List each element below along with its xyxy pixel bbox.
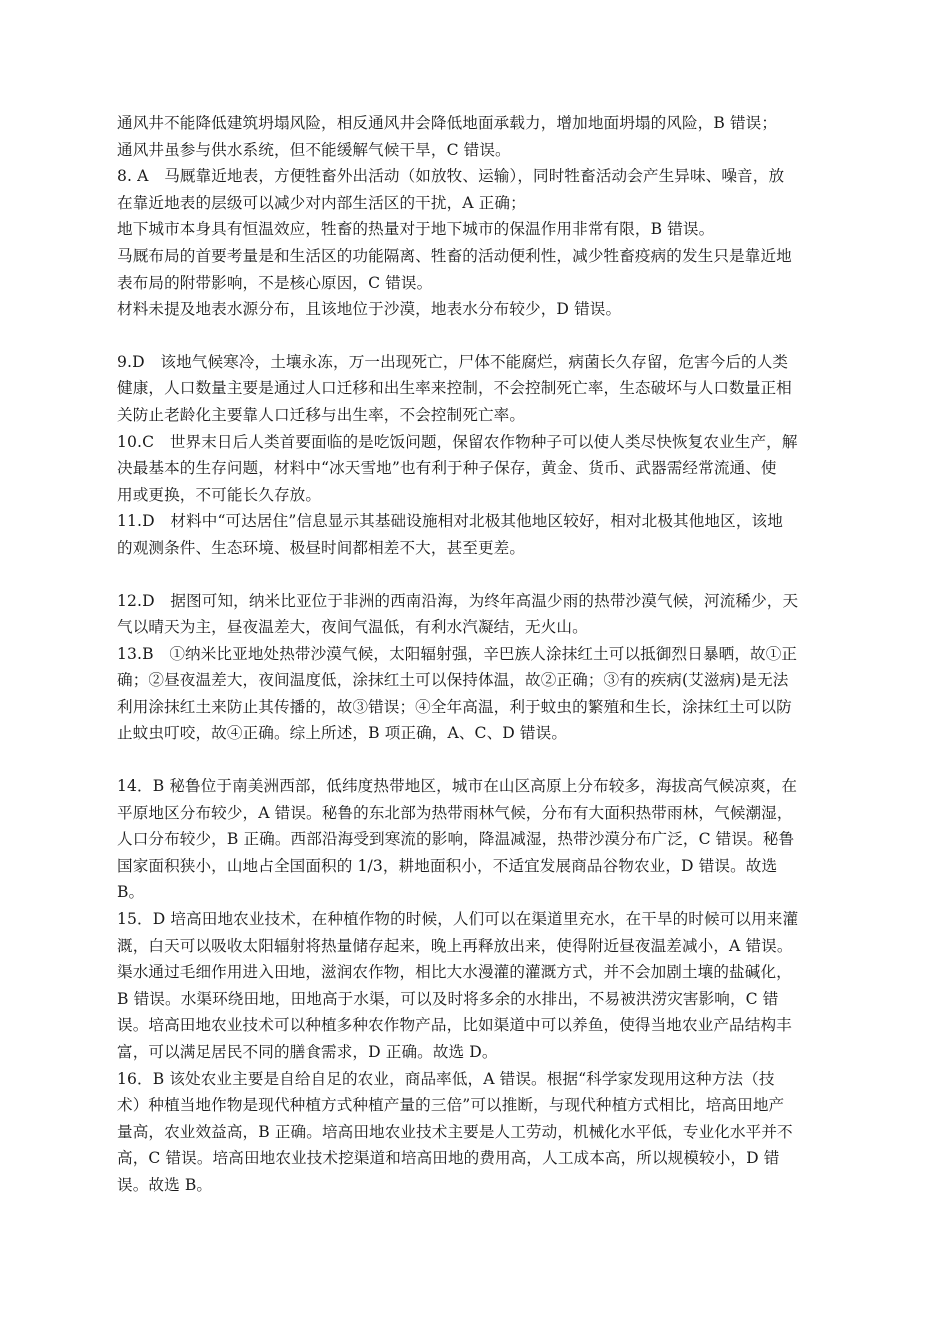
text-line: B 错误。水渠环绕田地，田地高于水渠，可以及时将多余的水排出，不易被洪涝灾害影响，C 错 [117,989,779,1008]
text-line: 平原地区分布较少，A 错误。秘鲁的东北部为热带雨林气候，分布有大面积热带雨林，气候潮湿， [117,803,793,822]
text-line: 9.D 该地气候寒冷，土壤永冻，万一出现死亡，尸体不能腐烂，病菌长久存留，危害今后的人类 [117,352,789,371]
text-line: 马厩布局的首要考量是和生活区的功能隔离、牲畜的活动便利性，减少牲畜疫病的发生只是靠近地 [117,246,792,265]
text-line: 10.C 世界末日后人类首要面临的是吃饭问题，保留农作物种子可以使人类尽快恢复农业生产，解 [117,432,798,451]
text-line: 15．D 培高田地农业技术，在种植作物的时候，人们可以在渠道里充水，在干旱的时候可以用来灌 [117,910,799,929]
text-line: 材料未提及地表水源分布，且该地位于沙漠，地表水分布较少，D 错误。 [117,300,622,319]
text-line: 人口分布较少，B 正确。西部沿海受到寒流的影响，降温减湿，热带沙漠分布广泛，C 错误。秘鲁 [117,830,795,849]
text-line: 在靠近地表的层级可以减少对内部生活区的干扰，A 正确； [117,193,526,212]
paragraph-gap [117,323,839,349]
text-line: 决最基本的生存问题，材料中“冰天雪地”也有利于种子保存，黄金、货币、武器需经常流通、使 [117,459,777,478]
text-line: 通风井不能降低建筑坍塌风险，相反通风井会降低地面承载力，增加地面坍塌的风险，B 错误； [117,114,778,132]
text-line: 利用涂抹红土来防止其传播的，故③错误；④全年高温，利于蚊虫的繁殖和生长，涂抹红土可以防 [117,697,792,716]
text-line: 误。故选 B。 [117,1175,213,1194]
text-line: 通风井虽参与供水系统，但不能缓解气候干旱，C 错误。 [117,140,511,159]
text-line: 确；②昼夜温差大，夜间温度低，涂抹红土可以保持体温，故②正确；③有的疾病(艾滋病)是无法 [117,671,789,690]
text-line: 气以晴天为主，昼夜温差大，夜间气温低，有利水汽凝结，无火山。 [117,618,588,637]
paragraph-gap [117,747,839,773]
answer-explanation-page [117,110,839,1199]
text-line: 国家面积狭小，山地占全国面积的 1/3，耕地面积小，不适宜发展商品谷物农业，D 错误。故选 [117,856,778,875]
text-line: 止蚊虫叮咬，故④正确。综上所述，B 项正确，A、C、D 错误。 [117,724,568,743]
text-line: 渠水通过毛细作用进入田地，滋润农作物，相比大水漫灌的灌溉方式，并不会加剧土壤的盐碱化， [117,963,792,982]
text-line: 地下城市本身具有恒温效应，牲畜的热量对于地下城市的保温作用非常有限，B 错误。 [117,220,715,239]
text-line: B。 [117,883,145,902]
text-line: 13.B ①纳米比亚地处热带沙漠气候，太阳辐射强，辛巴族人涂抹红土可以抵御烈日暴晒，故①正 [117,644,798,663]
text-line: 的观测条件、生态环境、极昼时间都相差不大，甚至更差。 [117,538,526,557]
text-line: 用或更换，不可能长久存放。 [117,485,322,504]
text-line: 14．B 秘鲁位于南美洲西部，低纬度热带地区，城市在山区高原上分布较多，海拔高气候凉爽，在 [117,777,798,796]
text-line: 关防止老龄化主要靠人口迁移与出生率，不会控制死亡率。 [117,405,526,424]
text-line: 16．B 该处农业主要是自给自足的农业，商品率低，A 错误。根据“科学家发现用这种方法（技 [117,1069,775,1088]
text-line: 量高，农业效益高，B 正确。培高田地农业技术主要是人工劳动，机械化水平低，专业化水平并不 [117,1122,793,1141]
text-line: 误。培高田地农业技术可以种植多种农作物产品，比如渠道中可以养鱼，使得当地农业产品结构丰 [117,1016,792,1035]
paragraph-gap [117,562,839,588]
text-line: 8. A 马厩靠近地表，方便牲畜外出活动（如放牧、运输），同时牲畜活动会产生异味、噪音，放 [117,167,785,186]
text-line: 表布局的附带影响，不是核心原因，C 错误。 [117,273,433,292]
text-line: 溉，白天可以吸收太阳辐射将热量储存起来，晚上再释放出来，使得附近昼夜温差减小，A 错误。 [117,936,793,955]
text-line: 健康，人口数量主要是通过人口迁移和出生率来控制，不会控制死亡率，生态破坏与人口数量正相 [117,379,792,398]
text-line: 11.D 材料中“可达居住”信息显示其基础设施相对北极其他地区较好，相对北极其他地区，该地 [117,512,783,531]
text-line: 术）种植当地作物是现代种植方式种植产量的三倍”可以推断，与现代种植方式相比，培高田地产 [117,1096,785,1115]
text-line: 12.D 据图可知，纳米比亚位于非洲的西南沿海，为终年高温少雨的热带沙漠气候，河流稀少，天 [117,591,799,610]
text-line: 富，可以满足居民不同的膳食需求，D 正确。故选 D。 [117,1043,498,1061]
text-line: 高，C 错误。培高田地农业技术挖渠道和培高田地的费用高，人工成本高，所以规模较小，D 错 [117,1149,780,1168]
